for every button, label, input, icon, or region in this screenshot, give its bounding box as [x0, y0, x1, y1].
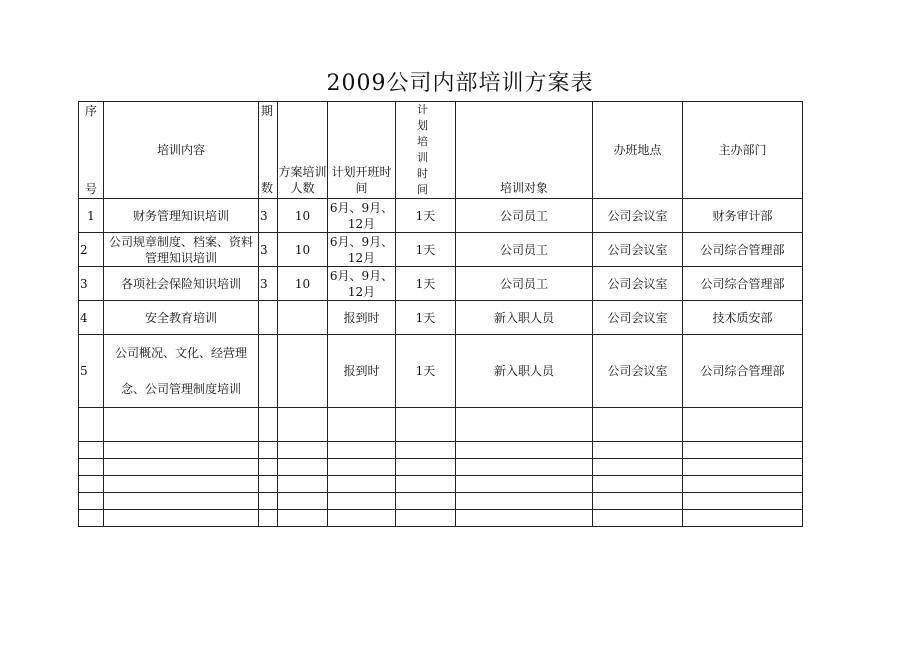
cell-periods: 3 — [259, 267, 278, 301]
cell-start: 6月、9月、12月 — [328, 199, 396, 233]
header-location: 办班地点 — [593, 102, 683, 199]
cell-department: 财务审计部 — [683, 199, 803, 233]
empty-row — [79, 493, 803, 510]
cell-location: 公司会议室 — [593, 267, 683, 301]
cell-content: 财务管理知识培训 — [104, 199, 259, 233]
cell-start: 报到时 — [328, 335, 396, 408]
cell-trainees: 10 — [278, 199, 328, 233]
header-periods-bottom: 数 — [261, 181, 274, 195]
cell-target: 新入职人员 — [456, 301, 593, 335]
cell-location: 公司会议室 — [593, 199, 683, 233]
cell-target: 公司员工 — [456, 267, 593, 301]
cell-periods: 3 — [259, 199, 278, 233]
cell-trainees — [278, 301, 328, 335]
empty-row — [79, 510, 803, 527]
cell-content: 各项社会保险知识培训 — [104, 267, 259, 301]
cell-trainees: 10 — [278, 233, 328, 267]
cell-department: 技术质安部 — [683, 301, 803, 335]
header-target: 培训对象 — [456, 102, 593, 199]
cell-content: 公司规章制度、档案、资料管理知识培训 — [104, 233, 259, 267]
cell-department: 公司综合管理部 — [683, 233, 803, 267]
header-trainees: 方案培训人数 — [278, 102, 328, 199]
cell-days: 1天 — [396, 199, 456, 233]
header-seq-bottom: 号 — [84, 182, 97, 196]
header-periods-top: 期 — [261, 104, 274, 118]
cell-days: 1天 — [396, 233, 456, 267]
empty-row — [79, 442, 803, 459]
cell-periods: 3 — [259, 233, 278, 267]
cell-seq: 3 — [79, 267, 104, 301]
table-row — [79, 233, 803, 267]
cell-location: 公司会议室 — [593, 301, 683, 335]
cell-start: 6月、9月、12月 — [328, 233, 396, 267]
cell-target: 公司员工 — [456, 199, 593, 233]
cell-target: 新入职人员 — [456, 335, 593, 408]
cell-location: 公司会议室 — [593, 233, 683, 267]
header-seq-top: 序 — [84, 104, 97, 118]
cell-seq: 1 — [79, 199, 104, 233]
header-department: 主办部门 — [683, 102, 803, 199]
empty-row — [79, 408, 803, 442]
header-content: 培训内容 — [104, 102, 259, 199]
cell-trainees — [278, 335, 328, 408]
table-header-row — [79, 102, 803, 199]
cell-start: 报到时 — [328, 301, 396, 335]
cell-location: 公司会议室 — [593, 335, 683, 408]
empty-row — [79, 459, 803, 476]
page-title: 2009公司内部培训方案表 — [326, 71, 594, 96]
cell-seq: 4 — [79, 301, 104, 335]
cell-seq: 5 — [79, 335, 104, 408]
cell-content-line2: 念、公司管理制度培训 — [120, 382, 241, 396]
cell-days: 1天 — [396, 267, 456, 301]
cell-seq: 2 — [79, 233, 104, 267]
cell-start: 6月、9月、12月 — [328, 267, 396, 301]
cell-department: 公司综合管理部 — [683, 267, 803, 301]
cell-days: 1天 — [396, 335, 456, 408]
table-row — [79, 199, 803, 233]
cell-department: 公司综合管理部 — [683, 335, 803, 408]
training-plan-table — [78, 101, 803, 527]
empty-row — [79, 476, 803, 493]
cell-target: 公司员工 — [456, 233, 593, 267]
header-start-time: 计划开班时间 — [328, 102, 396, 199]
cell-days: 1天 — [396, 301, 456, 335]
header-days: 计 划 培 训 时 间 — [396, 102, 456, 199]
table-row — [79, 335, 803, 408]
header-periods — [259, 102, 278, 199]
cell-periods — [259, 335, 278, 408]
header-seq — [79, 102, 104, 199]
cell-content-line1: 公司概况、文化、经营理 — [114, 346, 247, 360]
table-row — [79, 267, 803, 301]
cell-periods — [259, 301, 278, 335]
cell-content: 安全教育培训 — [104, 301, 259, 335]
table-row — [79, 301, 803, 335]
cell-trainees: 10 — [278, 267, 328, 301]
cell-content — [104, 335, 259, 408]
